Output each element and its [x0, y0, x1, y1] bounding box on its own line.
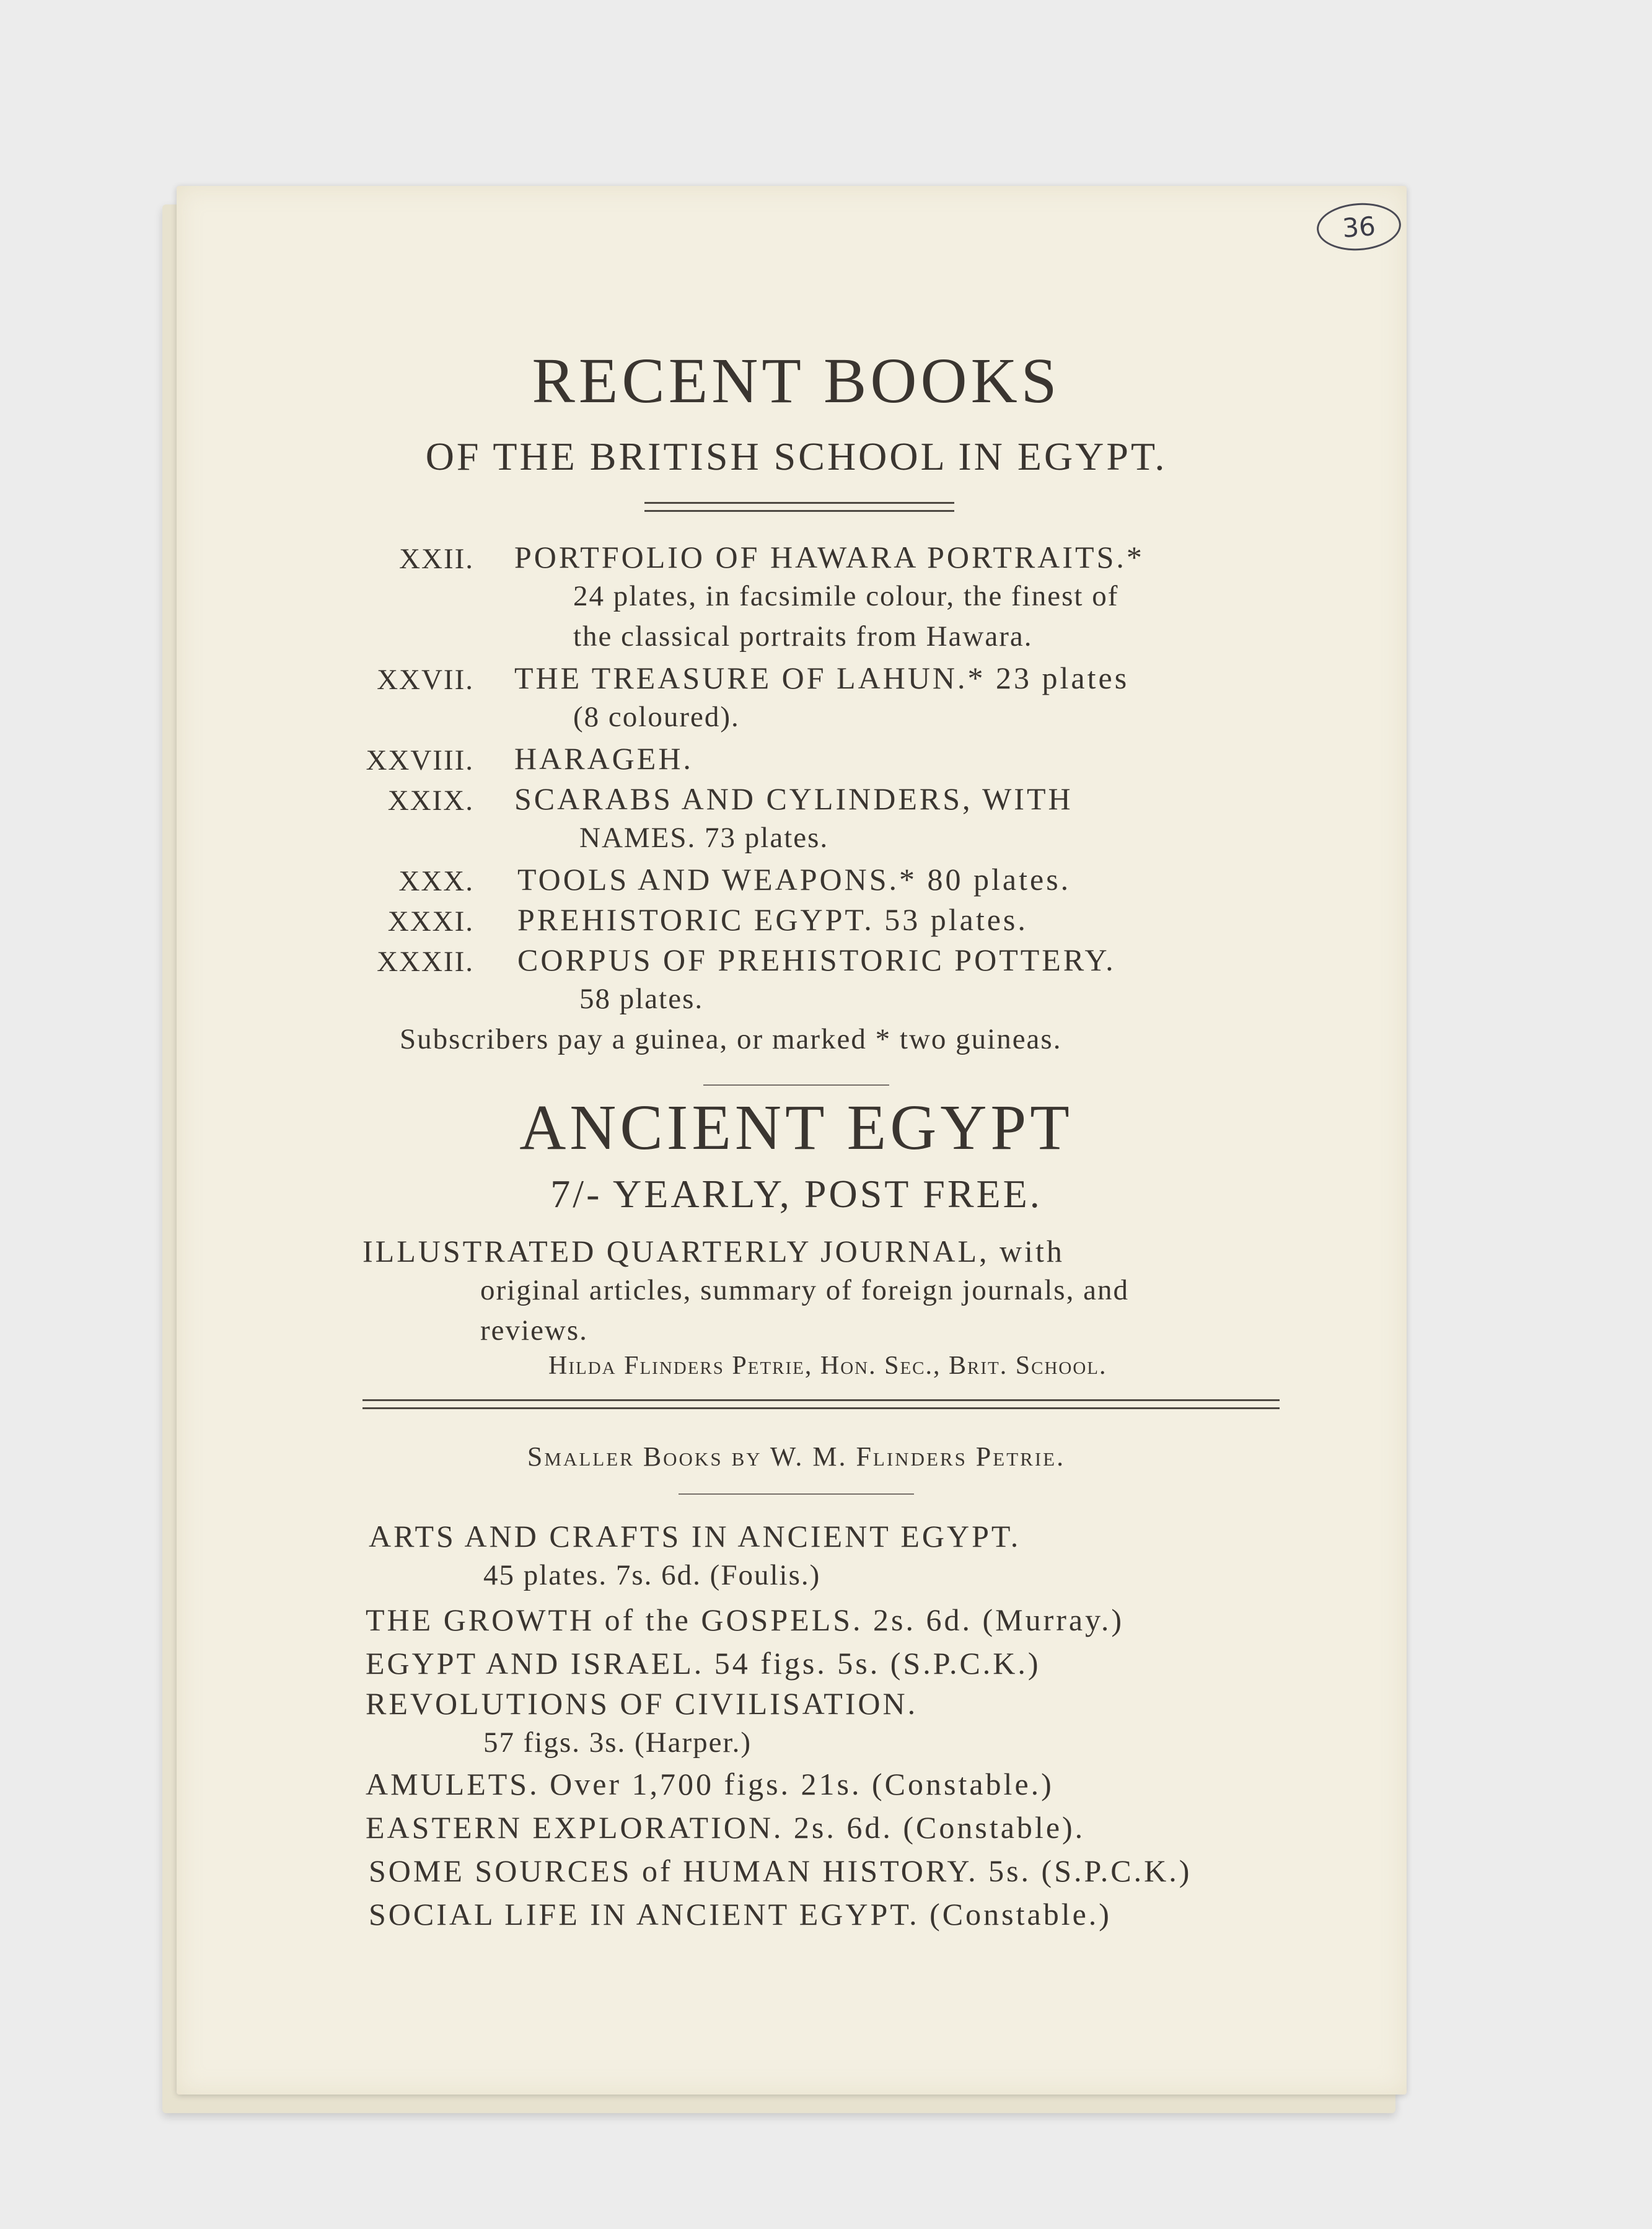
- book-line: ARTS AND CRAFTS IN ANCIENT EGYPT.: [369, 1519, 1021, 1554]
- book-line: SOCIAL LIFE IN ANCIENT EGYPT. (Constable.): [369, 1897, 1112, 1932]
- series-number: XXXII.: [377, 946, 474, 978]
- page-subtitle: OF THE BRITISH SCHOOL IN EGYPT.: [425, 434, 1167, 478]
- series-title: HARAGEH.: [514, 741, 693, 776]
- section-divider: [703, 1084, 889, 1086]
- document-page: [177, 186, 1407, 2095]
- journal-desc: original articles, summary of foreign journals, and: [480, 1274, 1129, 1306]
- book-line: 45 plates. 7s. 6d. (Foulis.): [483, 1559, 821, 1591]
- book-line: REVOLUTIONS OF CIVILISATION.: [366, 1686, 918, 1721]
- book-line: 57 figs. 3s. (Harper.): [483, 1726, 752, 1759]
- journal-desc: reviews.: [480, 1314, 588, 1347]
- subscribers-note: Subscribers pay a guinea, or marked * two guineas.: [400, 1023, 1062, 1055]
- series-number: XXXI.: [387, 905, 474, 938]
- journal-price: 7/- YEARLY, POST FREE.: [550, 1172, 1042, 1216]
- series-number: XXII.: [399, 543, 474, 575]
- series-desc: 24 plates, in facsimile colour, the finest of: [573, 580, 1119, 612]
- book-line: EGYPT AND ISRAEL. 54 figs. 5s. (S.P.C.K.): [366, 1646, 1041, 1681]
- series-desc: NAMES. 73 plates.: [579, 822, 829, 854]
- page-title: RECENT BOOKS: [532, 345, 1061, 416]
- book-line: SOME SOURCES of HUMAN HISTORY. 5s. (S.P.C.K.): [369, 1853, 1192, 1888]
- series-title: CORPUS OF PREHISTORIC POTTERY.: [517, 943, 1116, 977]
- book-line: AMULETS. Over 1,700 figs. 21s. (Constable.): [366, 1767, 1054, 1801]
- header-rule: [644, 502, 954, 512]
- section-divider: [679, 1493, 914, 1495]
- book-line: THE GROWTH of the GOSPELS. 2s. 6d. (Murray.): [366, 1603, 1125, 1637]
- series-title: THE TREASURE OF LAHUN.* 23 plates: [514, 661, 1130, 695]
- series-title: SCARABS AND CYLINDERS, WITH: [514, 781, 1073, 816]
- series-desc: 58 plates.: [579, 983, 704, 1015]
- series-title: TOOLS AND WEAPONS.* 80 plates.: [517, 862, 1071, 897]
- series-number: XXIX.: [387, 785, 474, 817]
- journal-title: ANCIENT EGYPT: [519, 1092, 1073, 1163]
- series-number: XXVIII.: [366, 744, 474, 776]
- double-rule: [362, 1399, 1280, 1409]
- journal-desc: ILLUSTRATED QUARTERLY JOURNAL, with: [362, 1234, 1065, 1268]
- series-desc: the classical portraits from Hawara.: [573, 620, 1033, 653]
- series-title: PORTFOLIO OF HAWARA PORTRAITS.*: [514, 540, 1145, 574]
- series-title: PREHISTORIC EGYPT. 53 plates.: [517, 902, 1028, 937]
- series-number: XXVII.: [377, 664, 474, 696]
- series-number: XXX.: [398, 865, 474, 897]
- journal-signature: Hilda Flinders Petrie, Hon. Sec., Brit. School.: [548, 1352, 1107, 1380]
- book-line: EASTERN EXPLORATION. 2s. 6d. (Constable).: [366, 1810, 1086, 1845]
- series-desc: (8 coloured).: [573, 701, 740, 733]
- folio-number: 36: [1316, 200, 1403, 253]
- smaller-books-heading: Smaller Books by W. M. Flinders Petrie.: [527, 1441, 1066, 1472]
